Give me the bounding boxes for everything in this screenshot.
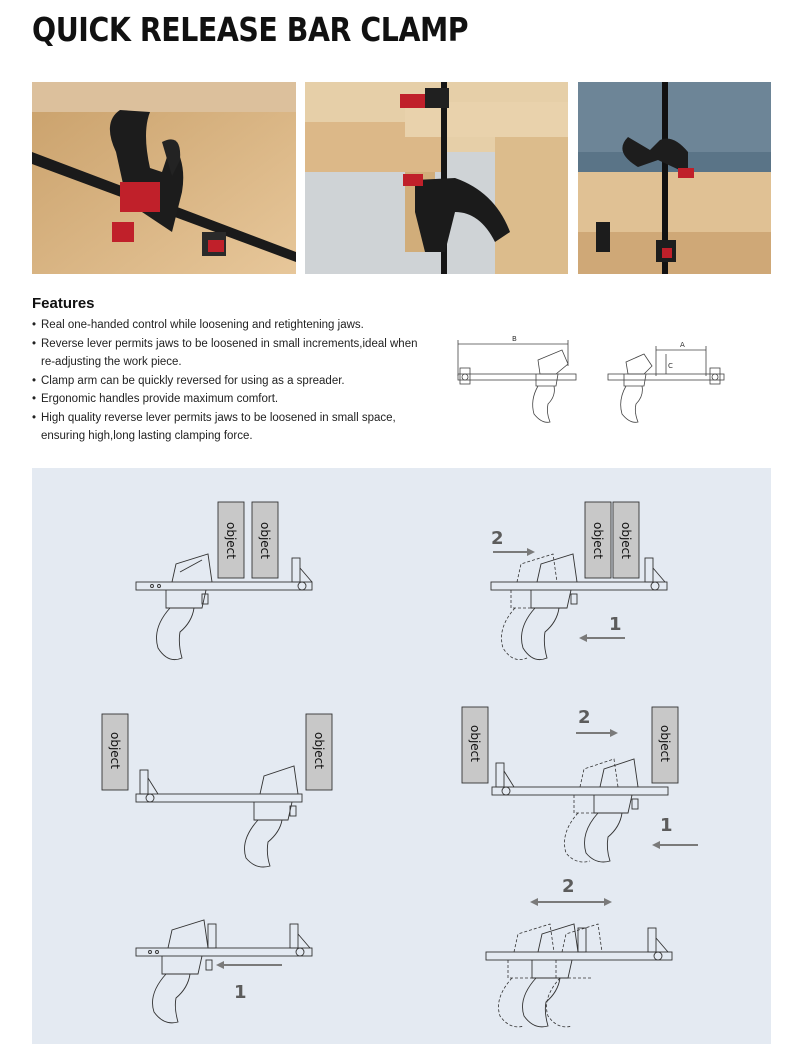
dimension-c-label: C xyxy=(668,362,673,370)
usage-diagram-release xyxy=(487,498,677,668)
feature-item: • Ergonomic handles provide maximum comfort. xyxy=(32,390,432,409)
object-label: object xyxy=(312,732,326,769)
clamp-on-bench-edge-photo xyxy=(578,82,771,274)
clamp-on-dovetail-joint-photo xyxy=(305,82,568,274)
usage-diagram-slide-adjust xyxy=(482,876,682,1036)
step-2-label: 2 xyxy=(562,876,575,897)
features-heading: Features xyxy=(32,295,95,312)
object-label: object xyxy=(224,522,238,559)
step-2-label: 2 xyxy=(578,707,591,728)
feature-item: • Reverse lever permits jaws to be loosened in small increments,ideal when re-adjusting the work piece. xyxy=(32,335,432,372)
step-1-label: 1 xyxy=(234,982,247,1003)
usage-diagram-clamping xyxy=(132,498,322,668)
usage-instructions-panel xyxy=(32,468,771,1044)
step-2-label: 2 xyxy=(491,528,504,549)
object-label: object xyxy=(591,522,605,559)
usage-diagram-quick-slide xyxy=(132,908,332,1038)
step-1-label: 1 xyxy=(660,815,673,836)
feature-item: • Real one-handed control while loosening and retightening jaws. xyxy=(32,316,432,335)
usage-diagram-spreader xyxy=(100,708,340,868)
clamp-on-bench-photo xyxy=(32,82,296,274)
dimension-a-label: A xyxy=(680,341,685,349)
clamp-dimension-drawing xyxy=(452,330,582,430)
dimension-b-label: B xyxy=(512,335,517,343)
feature-item: • Clamp arm can be quickly reversed for using as a spreader. xyxy=(32,372,432,391)
object-label: object xyxy=(658,725,672,762)
spreader-dimension-drawing xyxy=(604,330,729,430)
object-label: object xyxy=(619,522,633,559)
object-label: object xyxy=(258,522,272,559)
object-label: object xyxy=(468,725,482,762)
object-label: object xyxy=(108,732,122,769)
page-title: QUICK RELEASE BAR CLAMP xyxy=(32,10,469,49)
features-list xyxy=(32,316,432,446)
usage-diagram-spreader-release xyxy=(460,703,710,873)
feature-item: • High quality reverse lever permits jaws to be loosened in small space, ensuring high,long lasting clamping force. xyxy=(32,409,432,446)
step-1-label: 1 xyxy=(609,614,622,635)
